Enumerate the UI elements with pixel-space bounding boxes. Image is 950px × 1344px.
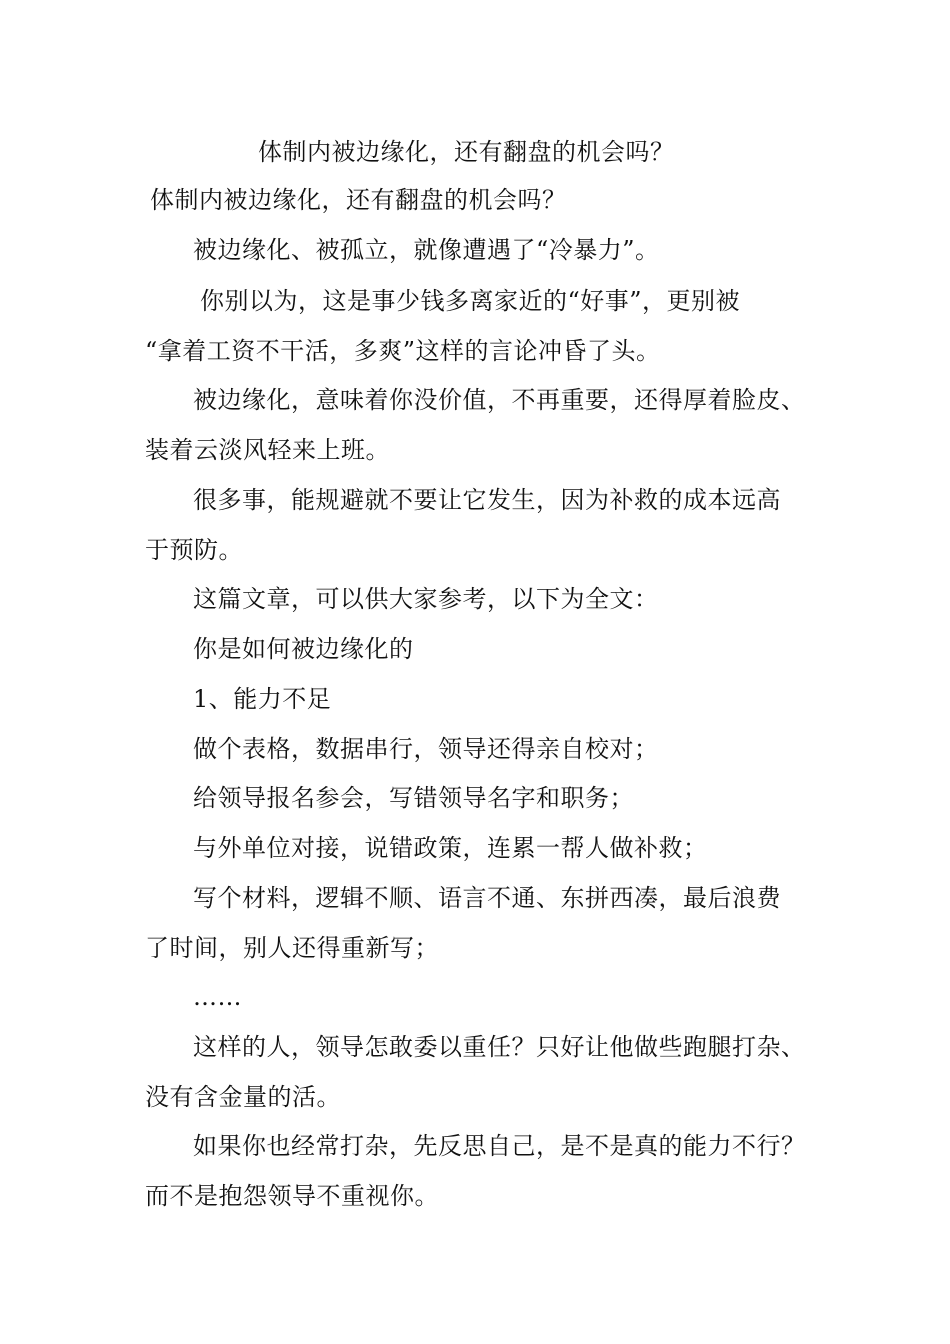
paragraph-line: 这篇文章，可以供大家参考，以下为全文： xyxy=(193,585,659,613)
paragraph-line: 做个表格，数据串行，领导还得亲自校对； xyxy=(193,735,659,763)
paragraph-line: 这样的人，领导怎敢委以重任？只好让他做些跑腿打杂、 xyxy=(193,1033,806,1061)
paragraph-heading: 体制内被边缘化，还有翻盘的机会吗？ xyxy=(150,186,567,214)
document-title: 体制内被边缘化，还有翻盘的机会吗？ xyxy=(258,138,675,166)
paragraph-line: 你别以为，这是事少钱多离家近的“好事”，更别被 xyxy=(200,287,741,315)
subsection-heading: 1、能力不足 xyxy=(193,685,332,713)
paragraph-line: 了时间，别人还得重新写； xyxy=(145,934,439,962)
paragraph-line: 没有含金量的活。 xyxy=(145,1083,341,1111)
paragraph-line: 装着云淡风轻来上班。 xyxy=(145,436,390,464)
paragraph-line: 给领导报名参会，写错领导名字和职务； xyxy=(193,784,634,812)
paragraph-line: 很多事，能规避就不要让它发生，因为补救的成本远高 xyxy=(193,486,781,514)
section-heading: 你是如何被边缘化的 xyxy=(193,635,414,663)
paragraph-line: 被边缘化、被孤立，就像遭遇了“冷暴力”。 xyxy=(193,236,660,264)
paragraph-line: 被边缘化，意味着你没价值，不再重要，还得厚着脸皮、 xyxy=(193,386,806,414)
paragraph-line: 写个材料，逻辑不顺、语言不通、东拼西凑，最后浪费 xyxy=(193,884,781,912)
paragraph-line: 如果你也经常打杂，先反思自己，是不是真的能力不行？ xyxy=(193,1132,806,1160)
paragraph-line: 于预防。 xyxy=(145,536,243,564)
paragraph-line: 而不是抱怨领导不重视你。 xyxy=(145,1182,439,1210)
paragraph-line: 与外单位对接，说错政策，连累一帮人做补救； xyxy=(193,834,708,862)
ellipsis-line: …… xyxy=(193,983,242,1011)
paragraph-line: “拿着工资不干活，多爽”这样的言论冲昏了头。 xyxy=(145,337,661,365)
